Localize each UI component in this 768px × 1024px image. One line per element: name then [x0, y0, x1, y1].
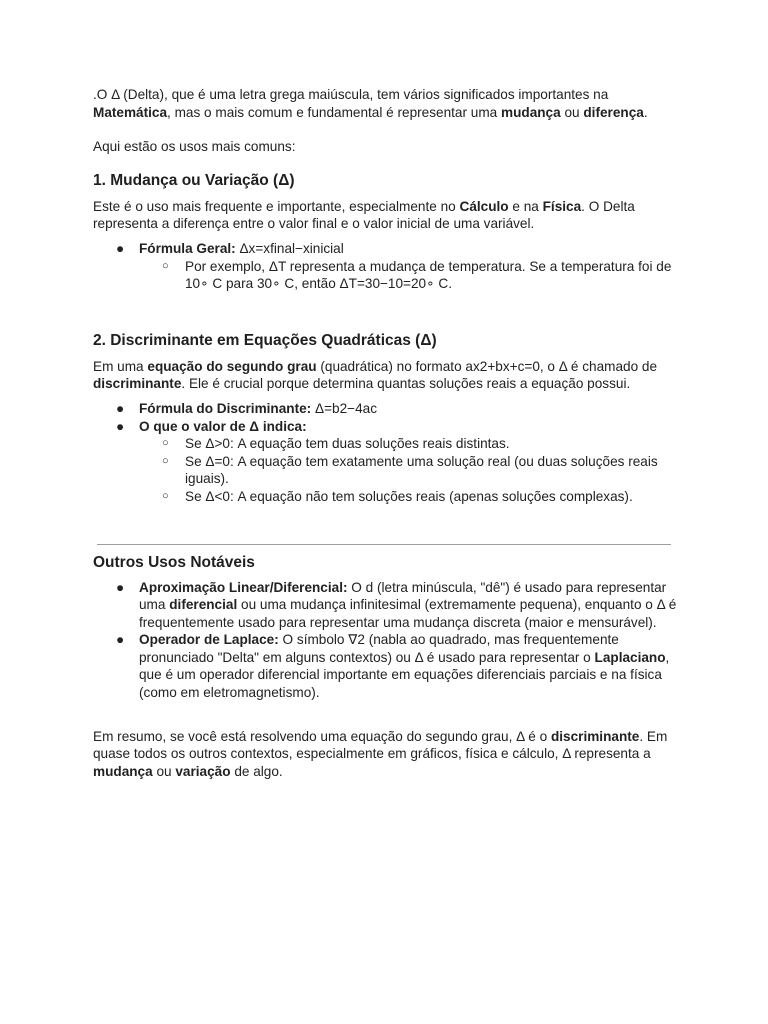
summary-bold-variacao: variação [175, 763, 231, 779]
section-1-bold-calculo: Cálculo [459, 198, 509, 214]
section-3-list [93, 579, 683, 702]
section-2-paragraph [93, 358, 683, 393]
section-1-heading: 1. Mudança ou Variação (Δ) [93, 171, 295, 189]
summary-text-3: ou [152, 763, 176, 779]
list-item [139, 488, 683, 506]
bullet-icon: ● [116, 240, 125, 256]
section-1-text-end: . O Delta representa a diferença entre o valor final e o valor inicial de uma variável. [93, 198, 635, 232]
list-item [93, 400, 683, 418]
section-2-text-2: (quadrática) no formato ax2+bx+c=0, o Δ é chamado de [316, 358, 658, 374]
bullet-icon: ● [116, 579, 125, 595]
list-item-label: Operador de Laplace: [139, 632, 279, 648]
list-item-text: O d (letra minúscula, "dê") é usado para representar uma [139, 579, 667, 613]
intro-bold-matematica: Matemática [93, 104, 168, 120]
hollow-bullet-icon: ○ [162, 437, 169, 450]
horizontal-divider [97, 544, 671, 545]
section-1-list [93, 240, 683, 293]
list-item-text-end: , que é um operador diferencial importante em equações diferenciais parciais e na física (como em eletromagnetismo). [139, 649, 670, 701]
bullet-icon: ● [116, 418, 125, 434]
summary-text-2: . Em quase todos os outros contextos, especialmente em gráficos, física e cálculo, Δ representa a [93, 728, 668, 762]
section-2-text-end: . Ele é crucial porque determina quantas soluções reais a equação possui. [181, 376, 631, 392]
list-item [93, 418, 683, 506]
list-item [139, 453, 683, 488]
summary-paragraph [93, 728, 683, 781]
section-1-sublist [139, 258, 683, 293]
list-item-label: Fórmula do Discriminante: [139, 400, 312, 416]
intro-bold-diferenca: diferença [583, 104, 644, 120]
hollow-bullet-icon: ○ [162, 454, 169, 467]
lead-paragraph: Aqui estão os usos mais comuns: [93, 139, 296, 155]
section-3-heading: Outros Usos Notáveis [93, 553, 255, 571]
list-item-text: Por exemplo, ΔT representa a mudança de temperatura. Se a temperatura foi de 10∘ C para 30∘ C, então ΔT=30−10=20∘ C. [185, 258, 672, 292]
section-2-heading: 2. Discriminante em Equações Quadráticas (Δ) [93, 331, 437, 349]
list-item-bold-laplaciano: Laplaciano [594, 649, 666, 665]
section-1-text: Este é o uso mais frequente e importante, especialmente no [93, 198, 460, 214]
section-1-bold-fisica: Física [542, 198, 582, 214]
bullet-icon: ● [116, 632, 125, 648]
list-item [93, 579, 683, 632]
bullet-icon: ● [116, 400, 125, 416]
section-1-paragraph [93, 198, 683, 233]
list-item-text: Δ=b2−4ac [311, 400, 377, 416]
intro-text: .O Δ (Delta), que é uma letra grega maiúscula, tem vários significados importantes na [93, 87, 609, 102]
list-item [139, 435, 683, 453]
section-2-sublist [139, 435, 683, 505]
list-item-bold-diferencial: diferencial [169, 597, 238, 613]
list-item [139, 258, 683, 293]
list-item-label: Fórmula Geral: [139, 240, 236, 256]
intro-text-end: . [643, 104, 648, 120]
summary-text-end: de algo. [230, 763, 283, 779]
section-1-text-2: e na [508, 198, 543, 214]
intro-text-2: , mas o mais comum e fundamental é representar uma [167, 104, 501, 120]
list-item-text: Se Δ=0: A equação tem exatamente uma solução real (ou duas soluções reais iguais). [185, 453, 658, 487]
intro-paragraph [93, 86, 683, 121]
list-item-text: O símbolo ∇2 (nabla ao quadrado, mas frequentemente pronunciado "Delta" em alguns contextos) ou Δ é usado para representar o [139, 632, 619, 665]
list-item-text: Se Δ<0: A equação não tem soluções reais (apenas soluções complexas). [185, 488, 633, 504]
section-2-bold-equacao: equação do segundo grau [147, 358, 317, 374]
section-2-bold-discriminante: discriminante [93, 376, 182, 392]
summary-text: Em resumo, se você está resolvendo uma equação do segundo grau, Δ é o [93, 728, 551, 744]
hollow-bullet-icon: ○ [162, 259, 169, 272]
document-page [93, 86, 683, 780]
hollow-bullet-icon: ○ [162, 489, 169, 502]
section-2-list [93, 400, 683, 506]
summary-bold-mudanca: mudança [93, 763, 153, 779]
list-item-label: Aproximação Linear/Diferencial: [139, 579, 348, 595]
list-item-text: Δx=xfinal−xinicial [235, 240, 344, 256]
list-item [93, 631, 683, 701]
list-item-text: Se Δ>0: A equação tem duas soluções reais distintas. [185, 436, 510, 452]
section-2-text: Em uma [93, 358, 148, 374]
intro-text-3: ou [560, 104, 584, 120]
list-item-text-end: ou uma mudança infinitesimal (extremamente pequena), enquanto o Δ é frequentemente usado para representar uma mudança discreta (maior e mensurável). [139, 597, 677, 630]
summary-bold-discriminante: discriminante [550, 728, 640, 744]
intro-bold-mudanca: mudança [501, 104, 561, 120]
list-item [93, 240, 683, 293]
list-item-label: O que o valor de Δ indica: [139, 418, 307, 434]
